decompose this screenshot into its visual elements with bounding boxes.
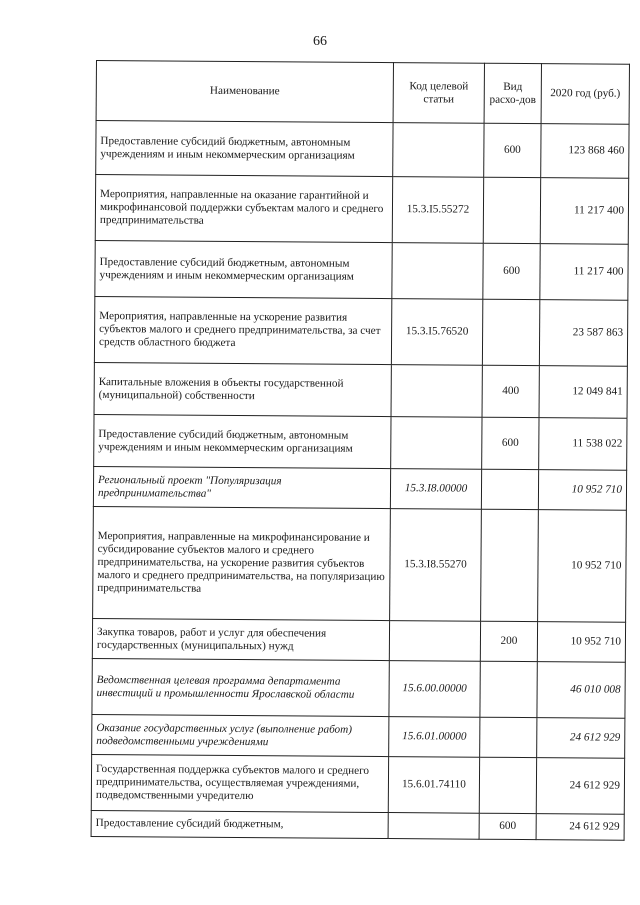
- header-code: Код целевой статьи: [393, 63, 484, 124]
- row-amount: 123 868 460: [541, 124, 629, 179]
- row-type: 600: [482, 417, 539, 469]
- header-name: Наименование: [96, 61, 393, 123]
- table-row: [92, 714, 625, 758]
- row-name: Мероприятия, направленные на ускорение развития субъектов малого и среднего предпринимательства, за счет средств областного бюджета: [94, 296, 391, 364]
- row-name: Мероприятия, направленные на микрофинансирование и субсидирование субъектов малого и среднего предпринимательства, на ускорение развития субъектов малого и среднего предпринимательства, на популяризацию предпринимательства: [93, 506, 391, 620]
- row-code: [389, 621, 480, 662]
- row-name: Предоставление субсидий бюджетным, автономным учреждениям и иным некоммерческим организациям: [94, 414, 391, 468]
- row-code: 15.3.I5.76520: [391, 299, 482, 366]
- row-name: Предоставление субсидий бюджетным,: [91, 810, 388, 838]
- row-name: Предоставление субсидий бюджетным, автономным учреждениям и иным некоммерческим организациям: [95, 240, 392, 298]
- table-row: [93, 466, 626, 510]
- page-number: 66: [313, 34, 327, 49]
- row-amount: 46 010 008: [537, 662, 625, 719]
- row-code: 15.6.01.74110: [388, 757, 479, 814]
- budget-table: [91, 60, 630, 841]
- table-header-row: [96, 61, 629, 125]
- row-type: [481, 509, 539, 621]
- table-row: [91, 754, 624, 814]
- row-type: [482, 299, 539, 365]
- row-code: 15.6.01.00000: [389, 717, 480, 758]
- row-code: 15.3.I8.00000: [390, 469, 481, 510]
- row-amount: 24 612 929: [536, 814, 624, 841]
- table-row: [94, 362, 627, 418]
- row-amount: 23 587 863: [539, 300, 627, 367]
- row-type: [483, 177, 540, 243]
- row-code: [393, 123, 484, 178]
- row-type: [480, 661, 537, 717]
- table-row: [92, 618, 625, 662]
- row-code: 15.6.00.00000: [389, 661, 480, 718]
- row-code: [391, 365, 482, 418]
- row-amount: 24 612 929: [537, 718, 625, 759]
- row-name: Мероприятия, направленные на оказание гарантийной и микрофинансовой поддержки субъектам малого и среднего предпринимательства: [95, 175, 392, 243]
- table-row: [92, 658, 625, 718]
- table-row: [95, 175, 628, 245]
- row-code: [392, 243, 483, 300]
- row-type: [481, 469, 538, 509]
- row-amount: 10 952 710: [537, 622, 625, 663]
- row-name: Предоставление субсидий бюджетным, автономным учреждениям и иным некоммерческим организациям: [96, 121, 393, 177]
- row-name: Региональный проект "Популяризация предпринимательства": [93, 466, 390, 508]
- row-code: 15.3.I8.55270: [390, 509, 482, 622]
- table-row: [91, 810, 624, 840]
- row-type: 600: [483, 243, 540, 299]
- table-row: [94, 414, 627, 470]
- table-row: [94, 296, 627, 366]
- row-amount: 10 952 710: [538, 470, 626, 511]
- row-name: Капитальные вложения в объекты государственной (муниципальной) собственности: [94, 362, 391, 416]
- row-amount: 11 217 400: [540, 178, 628, 245]
- row-code: 15.3.I5.55272: [392, 177, 483, 244]
- table-row: [95, 240, 628, 300]
- row-type: 400: [482, 365, 539, 417]
- header-amount: 2020 год (руб.): [541, 64, 629, 125]
- row-name: Оказание государственных услуг (выполнение работ) подведомственными учреждениями: [92, 714, 389, 756]
- row-amount: 11 217 400: [540, 244, 628, 301]
- row-amount: 24 612 929: [536, 758, 624, 815]
- row-name: Государственная поддержка субъектов малого и среднего предпринимательства, осуществляемая учреждениями, подведомственными учредителю: [91, 754, 388, 812]
- row-amount: 10 952 710: [538, 510, 627, 623]
- row-amount: 11 538 022: [539, 418, 627, 471]
- row-name: Ведомственная целевая программа департамента инвестиций и промышленности Ярославской области: [92, 658, 389, 716]
- row-type: 600: [484, 123, 541, 177]
- table-row: [93, 506, 627, 622]
- row-type: 600: [479, 813, 536, 839]
- row-type: [479, 757, 536, 813]
- header-type: Вид расхо-дов: [484, 63, 541, 123]
- row-type: 200: [480, 621, 537, 661]
- table-row: [96, 121, 629, 179]
- row-code: [391, 417, 482, 470]
- row-type: [480, 717, 537, 757]
- row-name: Закупка товаров, работ и услуг для обеспечения государственных (муниципальных) нужд: [92, 618, 389, 660]
- row-code: [388, 813, 479, 840]
- row-amount: 12 049 841: [539, 366, 627, 419]
